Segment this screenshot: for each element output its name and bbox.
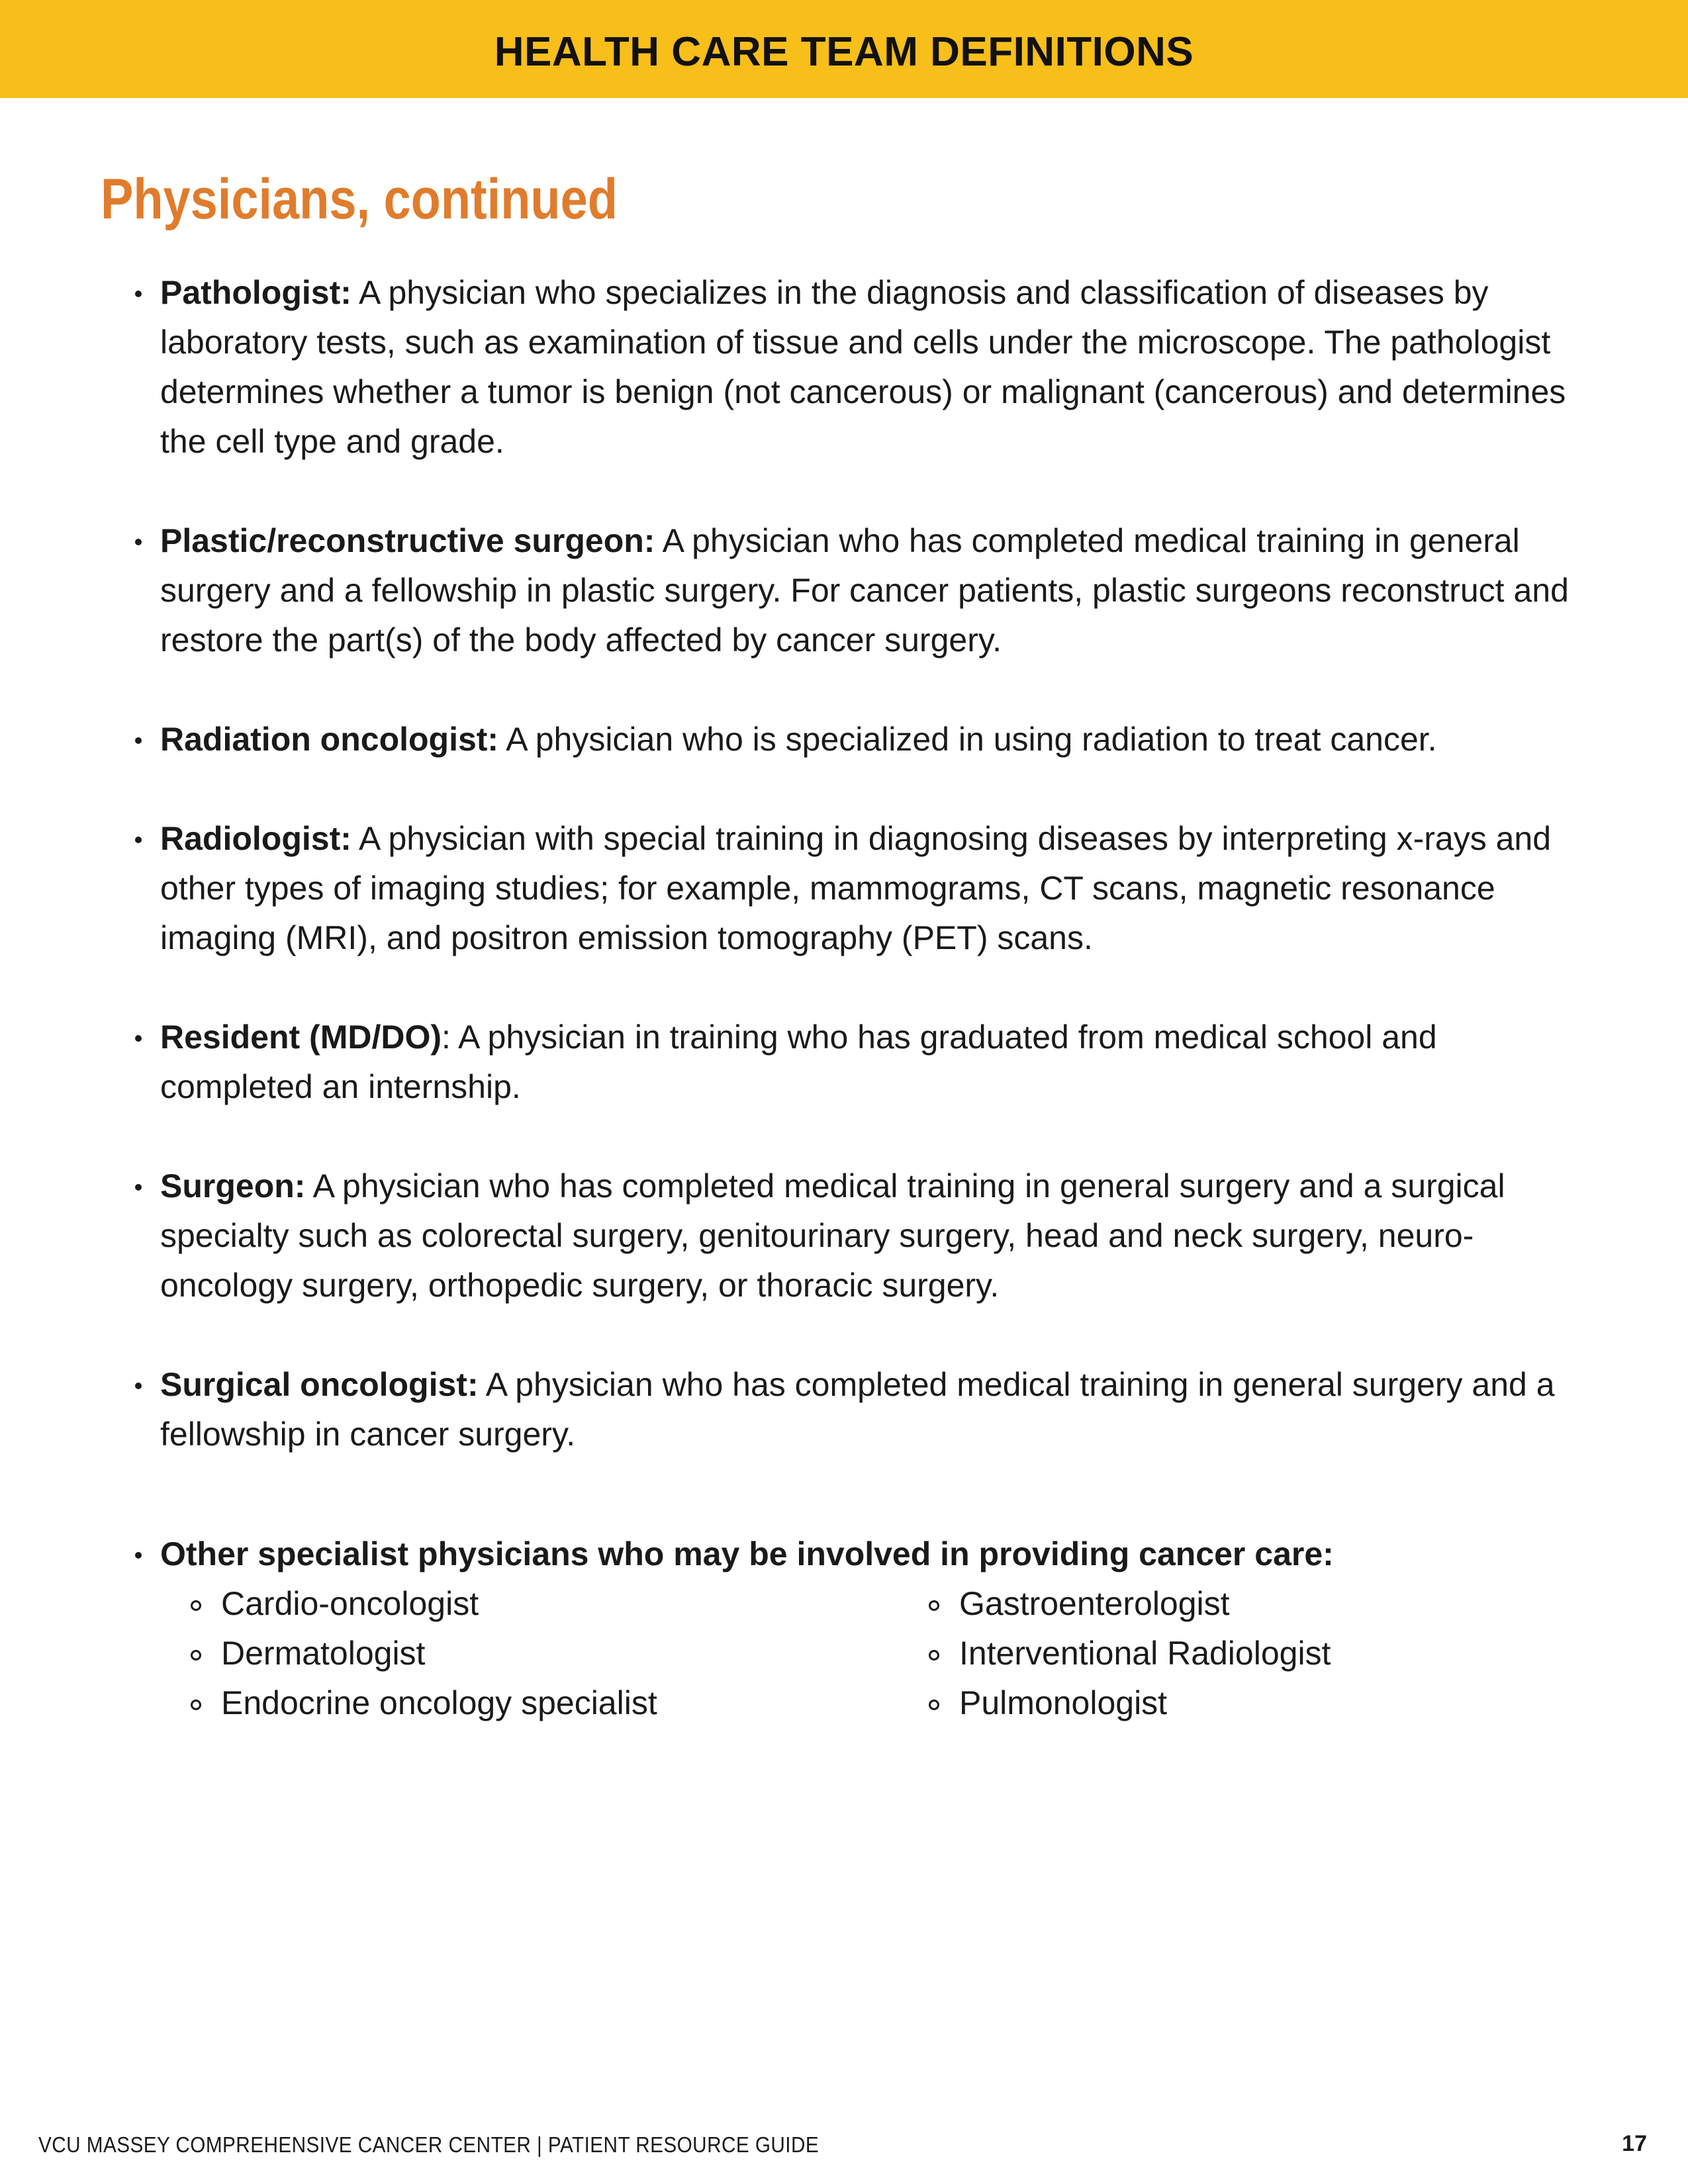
specialist-columns bbox=[160, 1579, 1583, 1728]
definition-text: A physician who is specialized in using radiation to treat cancer. bbox=[498, 721, 1437, 758]
specialist-item: Interventional Radiologist bbox=[898, 1629, 1331, 1678]
definition-pathologist bbox=[127, 268, 1583, 467]
definition-text: : A physician in training who has graduated from medical school and completed an internship. bbox=[160, 1019, 1437, 1105]
definition-plastic-surgeon bbox=[127, 516, 1583, 665]
definition-term: Surgeon: bbox=[160, 1167, 306, 1205]
specialist-item: Cardio-oncologist bbox=[160, 1579, 898, 1629]
page-number: 17 bbox=[1622, 2131, 1647, 2156]
specialist-item: Dermatologist bbox=[160, 1629, 898, 1678]
specialist-item: Endocrine oncology specialist bbox=[160, 1678, 898, 1728]
definition-radiation-oncologist bbox=[127, 715, 1583, 764]
specialist-item: Pulmonologist bbox=[898, 1678, 1331, 1728]
definition-surgical-oncologist bbox=[127, 1360, 1583, 1459]
banner-title: HEALTH CARE TEAM DEFINITIONS bbox=[494, 28, 1194, 75]
definition-text: A physician with special training in diagnosing diseases by interpreting x-rays and other types of imaging studies; for example, mammograms, CT scans, magnetic resonance imaging (MRI), and positron emission tomography (PET) scans. bbox=[160, 820, 1552, 956]
other-specialists bbox=[127, 1529, 1583, 1728]
definition-term: Pathologist: bbox=[160, 274, 352, 311]
specialist-item: Gastroenterologist bbox=[898, 1579, 1331, 1629]
definition-resident bbox=[127, 1013, 1583, 1112]
definition-text: A physician who has completed medical training in general surgery and a fellowship in cancer surgery. bbox=[160, 1366, 1555, 1453]
definition-text: A physician who has completed medical training in general surgery and a fellowship in plastic surgery. For cancer patients, plastic surgeons reconstruct and restore the part(s) of the body affected by cancer surgery. bbox=[160, 522, 1569, 659]
definition-term: Resident (MD/DO) bbox=[160, 1019, 442, 1056]
section-title: Physicians, continued bbox=[101, 167, 618, 231]
definitions-list bbox=[127, 268, 1583, 1509]
definition-term: Radiologist: bbox=[160, 820, 352, 857]
definition-text: A physician who has completed medical training in general surgery and a surgical specialty such as colorectal surgery, genitourinary surgery, head and neck surgery, neuro-oncology surgery, orthopedic surgery, or thoracic surgery. bbox=[160, 1167, 1505, 1304]
definition-term: Plastic/reconstructive surgeon: bbox=[160, 522, 655, 559]
definition-term: Surgical oncologist: bbox=[160, 1366, 479, 1403]
header-banner bbox=[0, 0, 1688, 98]
footer-text: VCU MASSEY COMPREHENSIVE CANCER CENTER | PATIENT RESOURCE GUIDE bbox=[38, 2132, 820, 2157]
definition-text: A physician who specializes in the diagnosis and classification of diseases by laboratory tests, such as examination of tissue and cells under the microscope. The pathologist determines whether a tumor is benign (not cancerous) or malignant (cancerous) and determines the cell type and grade. bbox=[160, 274, 1566, 460]
specialist-list-right bbox=[898, 1579, 1331, 1728]
definition-term: Radiation oncologist: bbox=[160, 721, 499, 758]
specialist-list-left bbox=[160, 1579, 898, 1728]
definition-surgeon bbox=[127, 1161, 1583, 1310]
definition-radiologist bbox=[127, 814, 1583, 963]
other-specialists-heading: Other specialist physicians who may be involved in providing cancer care: bbox=[160, 1535, 1334, 1572]
